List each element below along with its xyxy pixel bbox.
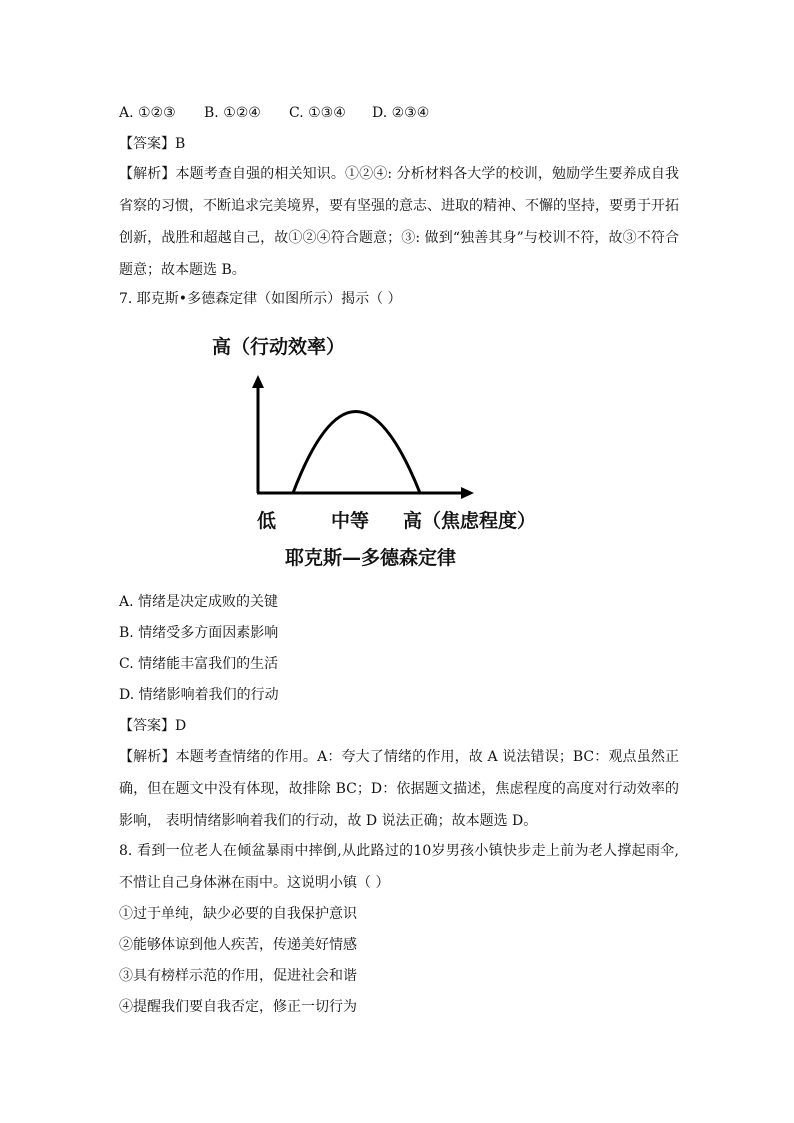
q6-option-c: C. ①③④ [289,105,346,121]
y-axis [252,375,264,493]
x-axis [257,487,474,499]
q7-option-b: B. 情绪受多方面因素影响 [119,625,279,641]
q6-option-d: D. ②③④ [372,105,430,121]
figure-y-label: 高（行动效率） [212,336,346,358]
curve-graph [200,325,560,575]
q7-option-d: D. 情绪影响着我们的行动 [119,687,279,703]
q7-analysis: 【解析】本题考查情绪的作用。A：夸大了情绪的作用，故 A 说法错误；BC：观点虽然正确，但在题文中没有体现，故排除 BC；D：依据题文描述，焦虑程度的高度对行动效率的影响， 表明情绪影响着我们的行动，故 D 说法正确；故本题选 D。 [119,749,679,829]
q6-option-b: B. ①②④ [204,105,261,121]
q8-item-4: ④提醒我们要自我否定，修正一切行为 [119,999,357,1015]
q7-stem: 7. 耶克斯•多德森定律（如图所示）揭示（ ） [119,291,402,307]
x-label-low: 低 [257,510,277,532]
q7-option-a: A. 情绪是决定成败的关键 [119,594,279,610]
q7-option-c: C. 情绪能丰富我们的生活 [119,656,279,672]
q8-item-3: ③具有榜样示范的作用，促进社会和谐 [119,968,357,984]
q8-stem: 8. 看到一位老人在倾盆暴雨中摔倒,从此路过的10岁男孩小镇快步走上前为老人撑起雨伞,不惜让自己身体淋在雨中。这说明小镇（ ） [119,843,679,891]
q6-option-a: A. ①②③ [119,105,176,121]
q6-options [119,103,429,123]
q8-item-1: ①过于单纯，缺少必要的自我保护意识 [119,906,357,922]
q7-figure [200,325,560,575]
x-label-high: 高（焦虑程度） [403,510,537,532]
q6-answer: 【答案】B [119,136,186,152]
x-label-medium: 中等 [331,510,370,532]
inverted-u-curve [293,412,420,494]
figure-caption: 耶克斯—多德森定律 [285,547,457,569]
q8-item-2: ②能够体谅到他人疾苦，传递美好情感 [119,937,357,953]
q7-answer: 【答案】D [119,718,187,734]
q6-analysis: 【解析】本题考查自强的相关知识。①②④: 分析材料各大学的校训，勉励学生要养成自我省察的习惯，不断追求完美境界，要有坚强的意志、进取的精神、不懈的坚持，要勇于开拓创新，战胜和超越自己，故①②④符合题意；③: 做到“独善其身”与校训不符，故③不符合题意；故本题选 B。 [119,166,679,278]
